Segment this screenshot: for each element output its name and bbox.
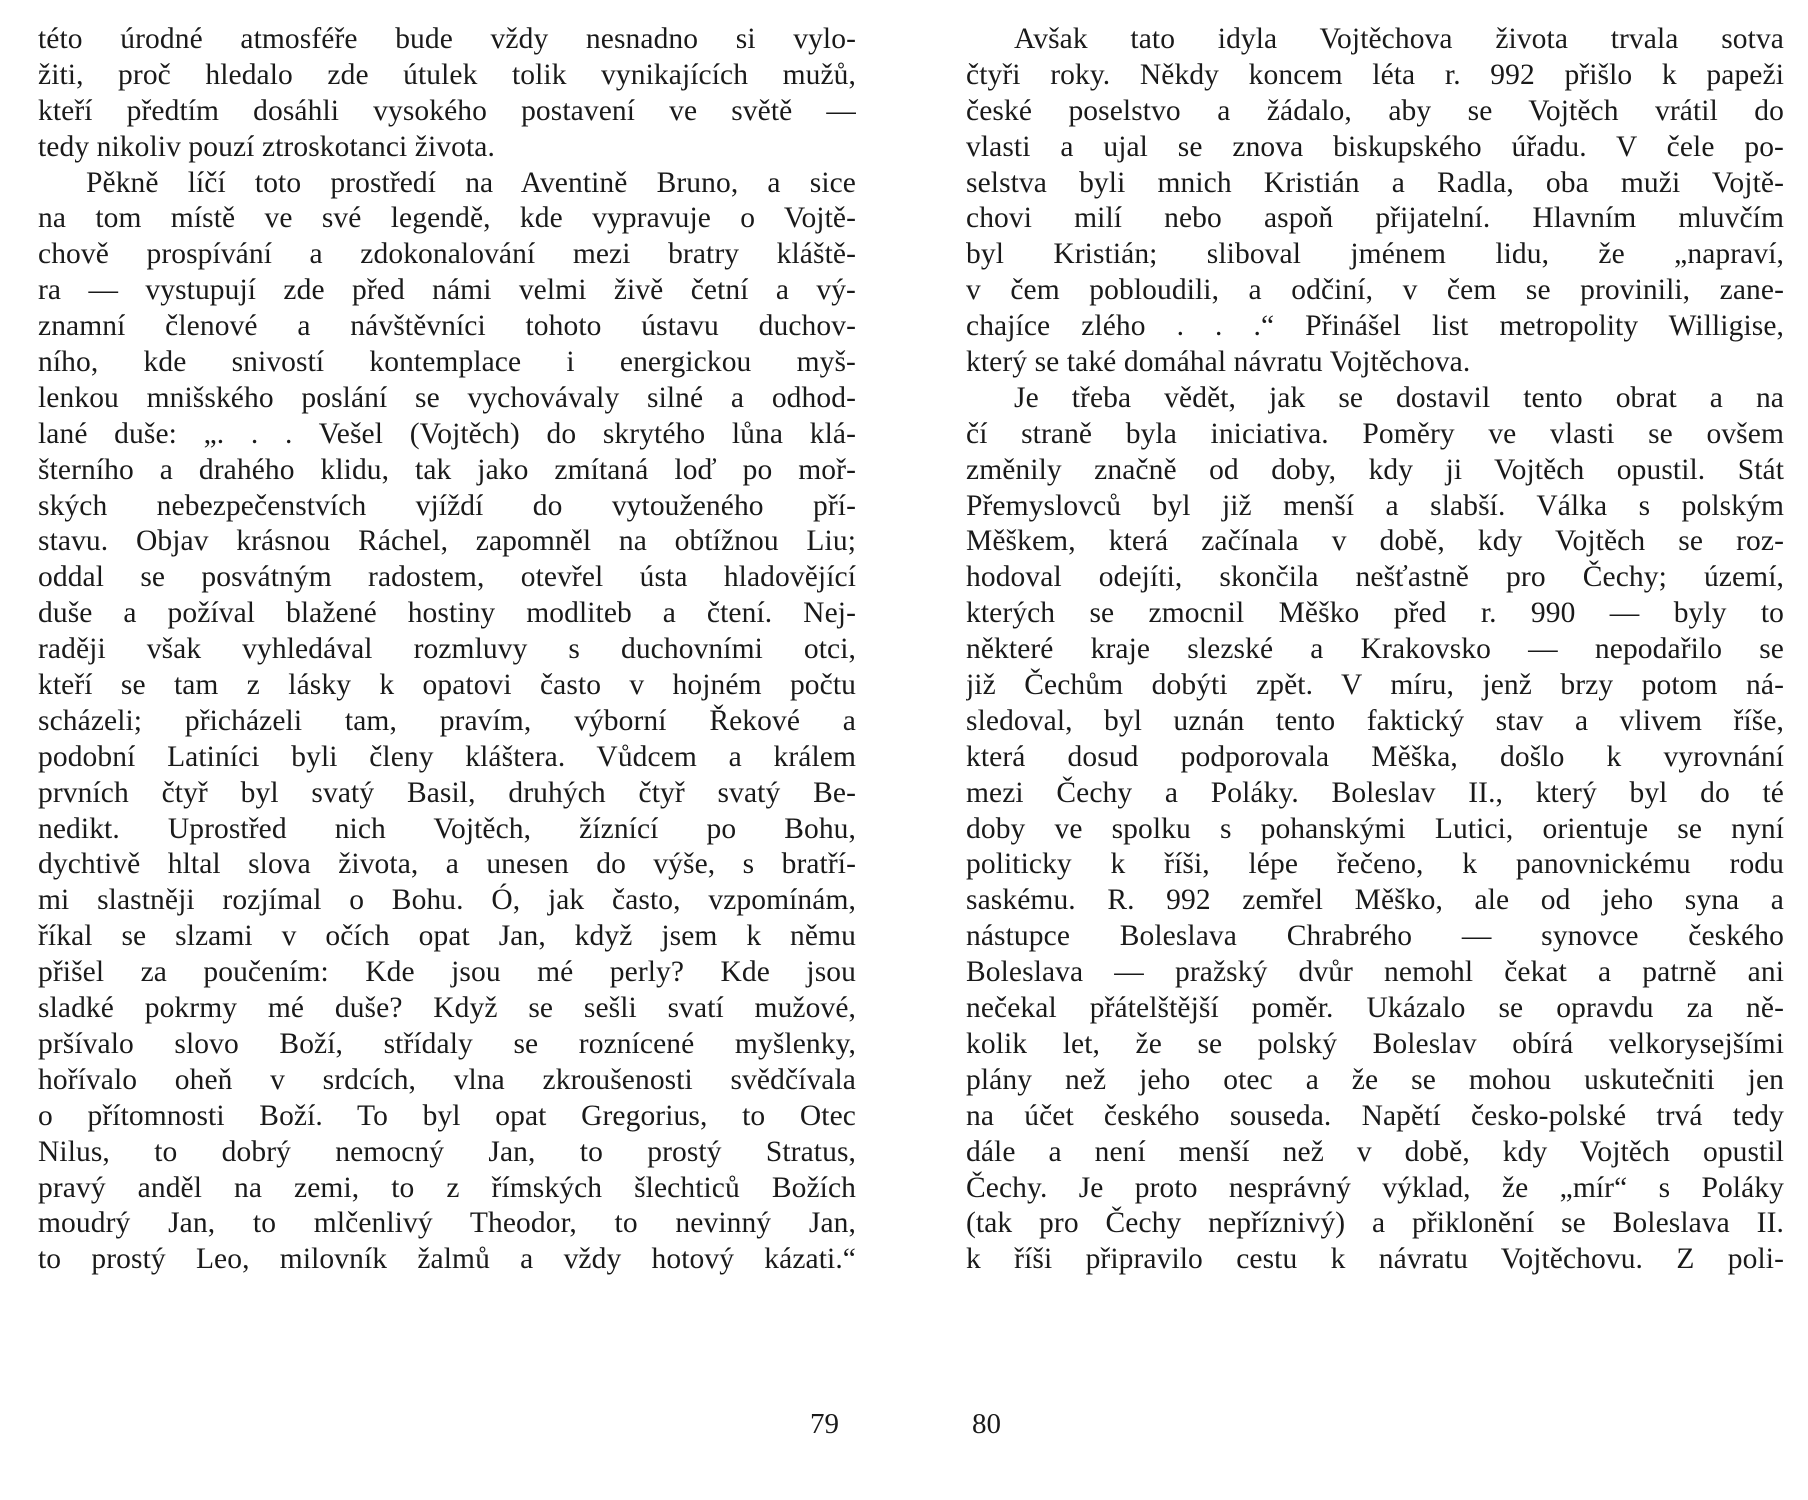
text-line: dychtivě hltal slova života, a unesen do výše, s bratří- [38,848,856,881]
text-line: plány než jeho otec a že se mohou uskutečniti jen [966,1063,1784,1096]
text-line: nečekal přátelštější poměr. Ukázalo se opravdu za ně- [966,992,1784,1025]
page-number: 79 [810,1408,839,1440]
text-line: kteří se tam z lásky k opatovi často v hojném počtu [38,669,856,702]
text-line: nástupce Boleslava Chrabrého — synovce českého [966,920,1784,953]
text-line: na tom místě ve své legendě, kde vypravuje o Vojtě- [38,202,856,235]
text-line: vlasti a ujal se znova biskupského úřadu. V čele po- [966,130,1784,163]
page-number: 80 [972,1408,1001,1440]
text-line: o přítomnosti Boží. To byl opat Gregorius, to Otec [38,1099,856,1132]
text-line: Pěkně líčí toto prostředí na Aventině Bruno, a sice [86,166,856,199]
text-line: kolik let, že se polský Boleslav obírá velkorysejšími [966,1027,1784,1060]
text-line: Boleslava — pražský dvůr nemohl čekat a patrně ani [966,956,1784,989]
text-line: žiti, proč hledalo zde útulek tolik vynikajících mužů, [38,58,856,91]
text-line: to prostý Leo, milovník žalmů a vždy hotový kázati.“ [38,1243,856,1276]
text-line: která dosud podporovala Měška, došlo k vyrovnání [966,740,1784,773]
text-line: šterního a drahého klidu, tak jako zmítaná loď po moř- [38,453,856,486]
text-line: podobní Latiníci byli členy kláštera. Vůdcem a králem [38,740,856,773]
text-line: ního, kde snivostí kontemplace i energickou myš- [38,346,856,379]
text-line: prvních čtyř byl svatý Basil, druhých čtyř svatý Be- [38,776,856,809]
right-page [966,22,1784,1492]
text-line: znamní členové a návštěvníci tohoto ústavu duchov- [38,310,856,343]
text-line: lenkou mnišského poslání se vychovávaly silné a odhod- [38,381,856,414]
text-line: nedikt. Uprostřed nich Vojtěch, žíznící po Bohu, [38,812,856,845]
text-line: selstva byli mnich Kristián a Radla, oba muži Vojtě- [966,166,1784,199]
text-line: čí straně byla iniciativa. Poměry ve vlasti se ovšem [966,417,1784,450]
text-line: některé kraje slezské a Krakovsko — nepodařilo se [966,633,1784,666]
text-line: chově prospívání a zdokonalování mezi bratry kláště- [38,238,856,271]
text-line: doby ve spolku s pohanskými Lutici, orientuje se nyní [966,812,1784,845]
text-line: v čem pobloudili, a odčiní, v čem se provinili, zane- [966,274,1784,307]
text-line: sladké pokrmy mé duše? Když se sešli svatí mužové, [38,992,856,1025]
text-line: ských nebezpečenstvích vjíždí do vytouženého pří- [38,489,856,522]
text-line: byl Kristián; sliboval jménem lidu, že „napraví, [966,238,1784,271]
right-page-text [966,22,1784,1278]
text-line: saskému. R. 992 zemřel Měško, ale od jeho syna a [966,884,1784,917]
text-line: chajíce zlého . . .“ Přinášel list metropolity Willigise, [966,310,1784,343]
text-line: k říši připravilo cestu k návratu Vojtěchovu. Z poli- [966,1243,1784,1276]
text-line: na účet českého souseda. Napětí česko-polské trvá tedy [966,1099,1784,1132]
text-line: čtyři roky. Někdy koncem léta r. 992 přišlo k papeži [966,58,1784,91]
text-line: pravý anděl na zemi, to z římských šlechticů Božích [38,1171,856,1204]
text-line: říkal se slzami v očích opat Jan, když jsem k němu [38,920,856,953]
text-line: změnily značně od doby, kdy ji Vojtěch opustil. Stát [966,453,1784,486]
text-line: pršívalo slovo Boží, střídaly se roznícené myšlenky, [38,1027,856,1060]
text-line: chovi milí nebo aspoň přijatelní. Hlavním mluvčím [966,202,1784,235]
text-line: Avšak tato idyla Vojtěchova života trvala sotva [1014,23,1784,55]
text-line: ra — vystupují zde před námi velmi živě četní a vý- [38,274,856,307]
text-line: kteří předtím dosáhli vysokého postavení ve světě — [38,94,856,127]
text-line: politicky k říši, lépe řečeno, k panovnickému rodu [966,848,1784,881]
text-line: (tak pro Čechy nepříznivý) a přiklonění se Boleslava II. [966,1207,1784,1240]
left-page [38,22,856,1492]
text-line: moudrý Jan, to mlčenlivý Theodor, to nevinný Jan, [38,1207,856,1240]
text-line: mezi Čechy a Poláky. Boleslav II., který byl do té [966,776,1784,809]
text-line: mi slastněji rozjímal o Bohu. Ó, jak často, vzpomínám, [38,884,856,917]
text-line: Nilus, to dobrý nemocný Jan, to prostý Stratus, [38,1135,856,1168]
text-line: Měškem, která začínala v době, kdy Vojtěch se roz- [966,525,1784,558]
text-line: přišel za poučením: Kde jsou mé perly? Kde jsou [38,956,856,989]
text-line: který se také domáhal návratu Vojtěchova. [966,346,1471,379]
text-line: lané duše: „. . . Vešel (Vojtěch) do skrytého lůna klá- [38,417,856,450]
text-line: scházeli; přicházeli tam, pravím, výborní Řekové a [38,704,856,737]
text-line: této úrodné atmosféře bude vždy nesnadno si vylo- [38,23,856,55]
text-line: hodoval odejíti, skončila nešťastně pro Čechy; území, [966,561,1784,594]
text-line: tedy nikoliv pouzí ztroskotanci života. [38,130,495,163]
text-line: Přemyslovců byl již menší a slabší. Válka s polským [966,489,1784,522]
text-line: sledoval, byl uznán tento faktický stav a vlivem říše, [966,704,1784,737]
text-line: hořívalo oheň v srdcích, vlna zkroušenosti svědčívala [38,1063,856,1096]
text-line: kterých se zmocnil Měško před r. 990 — byly to [966,597,1784,630]
text-line: dále a není menší než v době, kdy Vojtěch opustil [966,1135,1784,1168]
text-line: duše a požíval blažené hostiny modliteb a čtení. Nej- [38,597,856,630]
text-line: Čechy. Je proto nesprávný výklad, že „mír“ s Poláky [966,1171,1784,1204]
text-line: raději však vyhledával rozmluvy s duchovními otci, [38,633,856,666]
left-page-text [38,22,856,1278]
text-line: již Čechům dobýti zpět. V míru, jenž brzy potom ná- [966,669,1784,702]
text-line: Je třeba vědět, jak se dostavil tento obrat a na [1014,381,1784,414]
text-line: stavu. Objav krásnou Ráchel, zapomněl na obtížnou Liu; [38,525,856,558]
text-line: oddal se posvátným radostem, otevřel ústa hladovějící [38,561,856,594]
text-line: české poselstvo a žádalo, aby se Vojtěch vrátil do [966,94,1784,127]
